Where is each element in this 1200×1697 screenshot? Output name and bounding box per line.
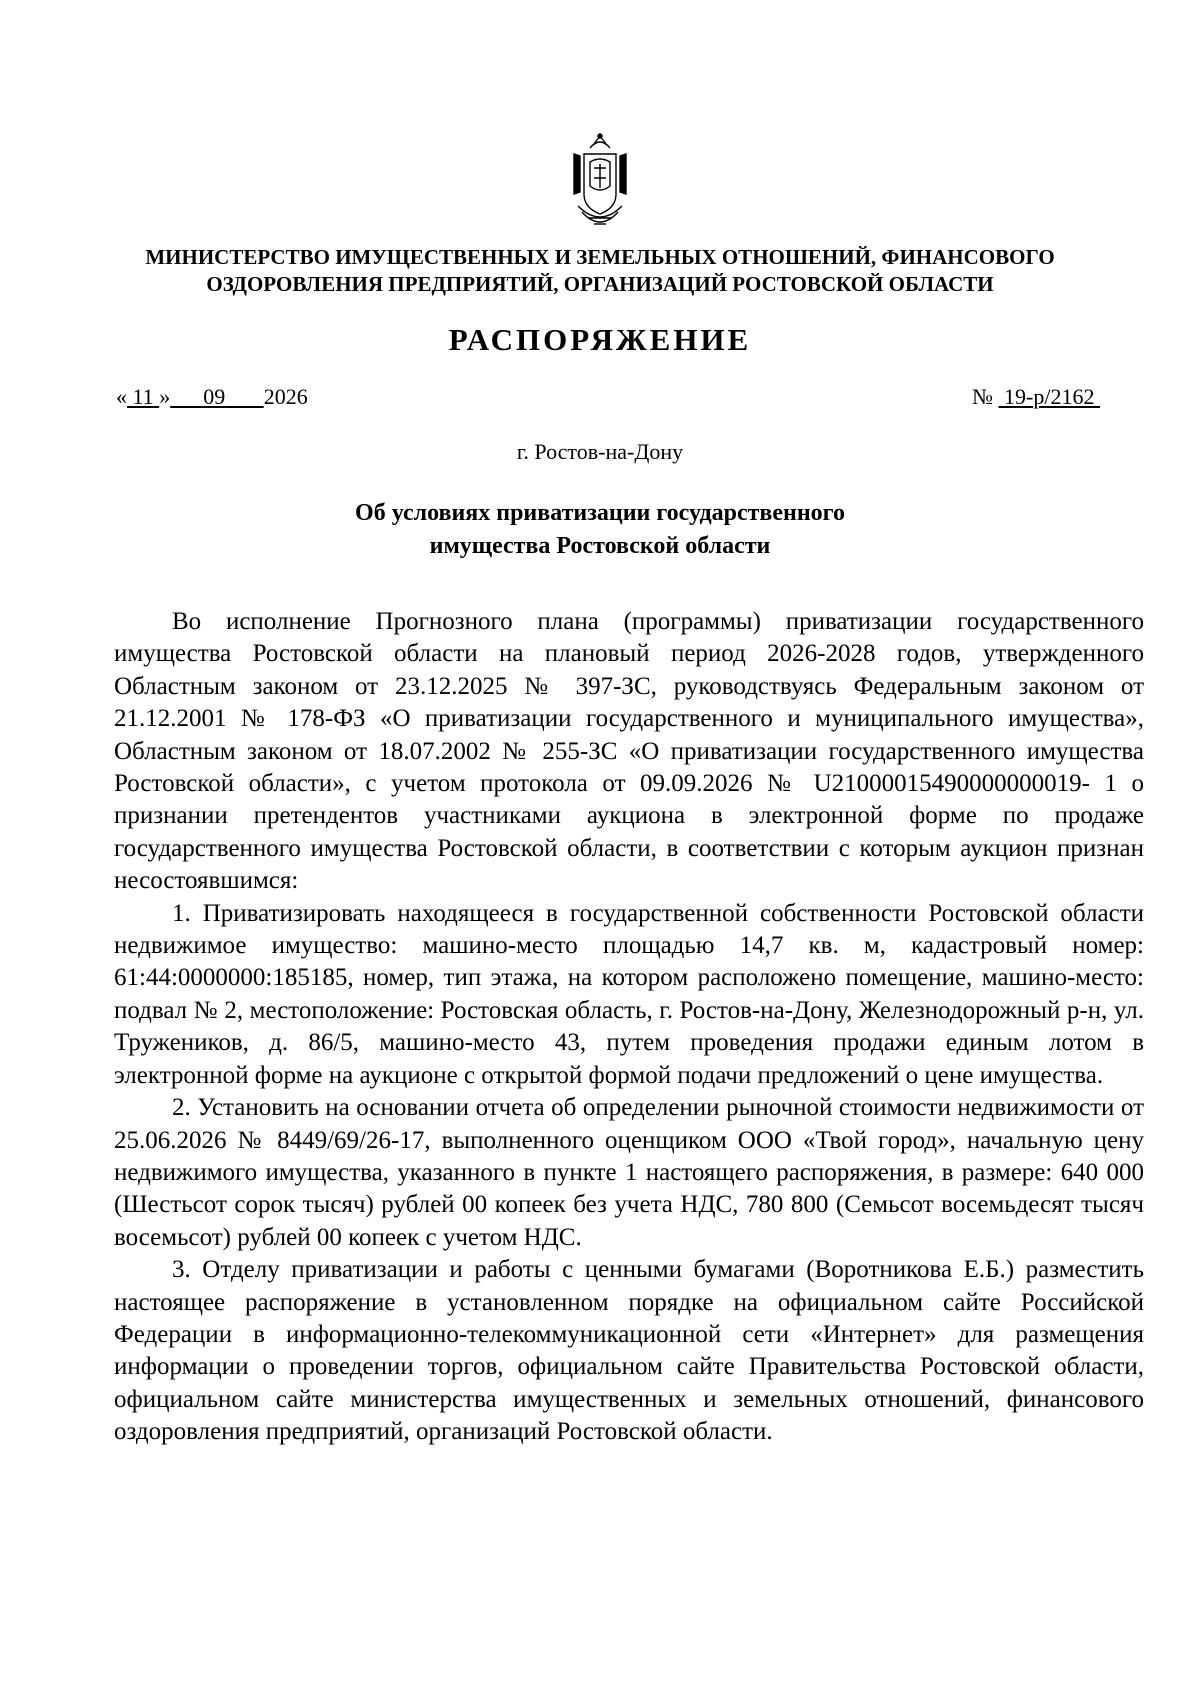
document-city: г. Ростов-на-Дону: [516, 439, 684, 464]
date-month: 09: [203, 384, 226, 409]
number-label: №: [972, 384, 994, 409]
document-number: [972, 384, 1100, 410]
document-type-title: РАСПОРЯЖЕНИЕ: [448, 322, 752, 357]
body-paragraph-2: 2. Установить на основании отчета об определении рыночной стоимости недвижимости от 25.06.2026 № 8449/69/26-17, выполненного оценщиком ООО «Твой город», начальную цену недвижимого имущества, указанного в пункте 1 настоящего распоряжения, в размере: 640 000 (Шестьсот сорок тысяч) рублей 00 копеек без учета НДС, 780 800 (Семьсот восемьдесят тысяч восемьсот) рублей 00 копеек с учетом НДС.: [114, 1094, 1144, 1251]
body-paragraph-preamble: Во исполнение Прогнозного плана (программы) приватизации государственного имущества Ростовской области на плановый период 2026-2028 годов, утвержденного Областным законом от 23.12.2025 № 397-ЗС, руководствуясь Федеральным законом от 21.12.2001 № 178-ФЗ «О приватизации государственного и муниципального имущества», Областным законом от 18.07.2002 № 255-ЗС «О приватизации государственного имущества Ростовской области», с учетом протокола от 09.09.2026 № U21000015490000000019- 1 о признании претендентов участниками аукциона в электронной форме по продаже государственного имущества Ростовской области, в соответствии с которым аукцион признан несостоявшимся:: [114, 608, 1144, 895]
subject-line1: Об условиях приватизации государственного: [355, 500, 845, 526]
document-subject: [100, 497, 1100, 563]
ministry-name: [100, 244, 1100, 298]
body-paragraph-1: 1. Приватизировать находящееся в государственной собственности Ростовской области недвижимое имущество: машино-место площадью 14,7 кв. м, кадастровый номер: 61:44:0000000:185185, номер, тип этажа, на котором расположено помещение, машино-место: подвал № 2, местоположение: Ростовская область, г. Ростов-на-Дону, Железнодорожный р-н, ул. Тружеников, д. 86/5, машино-место 43, путем проведения продажи единым лотом в электронной форме на аукционе с открытой формой подачи предложений о цене имущества.: [114, 899, 1144, 1089]
date-year: 2026: [263, 384, 308, 409]
document-date: « 11 » 09 2026: [116, 384, 308, 409]
number-value: 19-р/2162: [1004, 384, 1095, 409]
coat-of-arms-icon: [568, 132, 632, 240]
ministry-name-line2: ОЗДОРОВЛЕНИЯ ПРЕДПРИЯТИЙ, ОРГАНИЗАЦИЙ РОСТОВСКОЙ ОБЛАСТИ: [206, 272, 994, 296]
document-body: [114, 606, 1144, 1449]
ministry-name-line1: МИНИСТЕРСТВО ИМУЩЕСТВЕННЫХ И ЗЕМЕЛЬНЫХ ОТНОШЕНИЙ, ФИНАНСОВОГО: [145, 245, 1055, 269]
date-day: 11: [132, 384, 154, 409]
subject-line2: имущества Ростовской области: [429, 533, 771, 559]
body-paragraph-3: 3. Отделу приватизации и работы с ценными бумагами (Воротникова Е.Б.) разместить настоящее распоряжение в установленном порядке на официальном сайте Российской Федерации в информационно-телекоммуникационной сети «Интернет» для размещения информации о проведении торгов, официальном сайте Правительства Ростовской области, официальном сайте министерства имущественных и земельных отношений, финансового оздоровления предприятий, организаций Ростовской области.: [114, 1256, 1144, 1446]
